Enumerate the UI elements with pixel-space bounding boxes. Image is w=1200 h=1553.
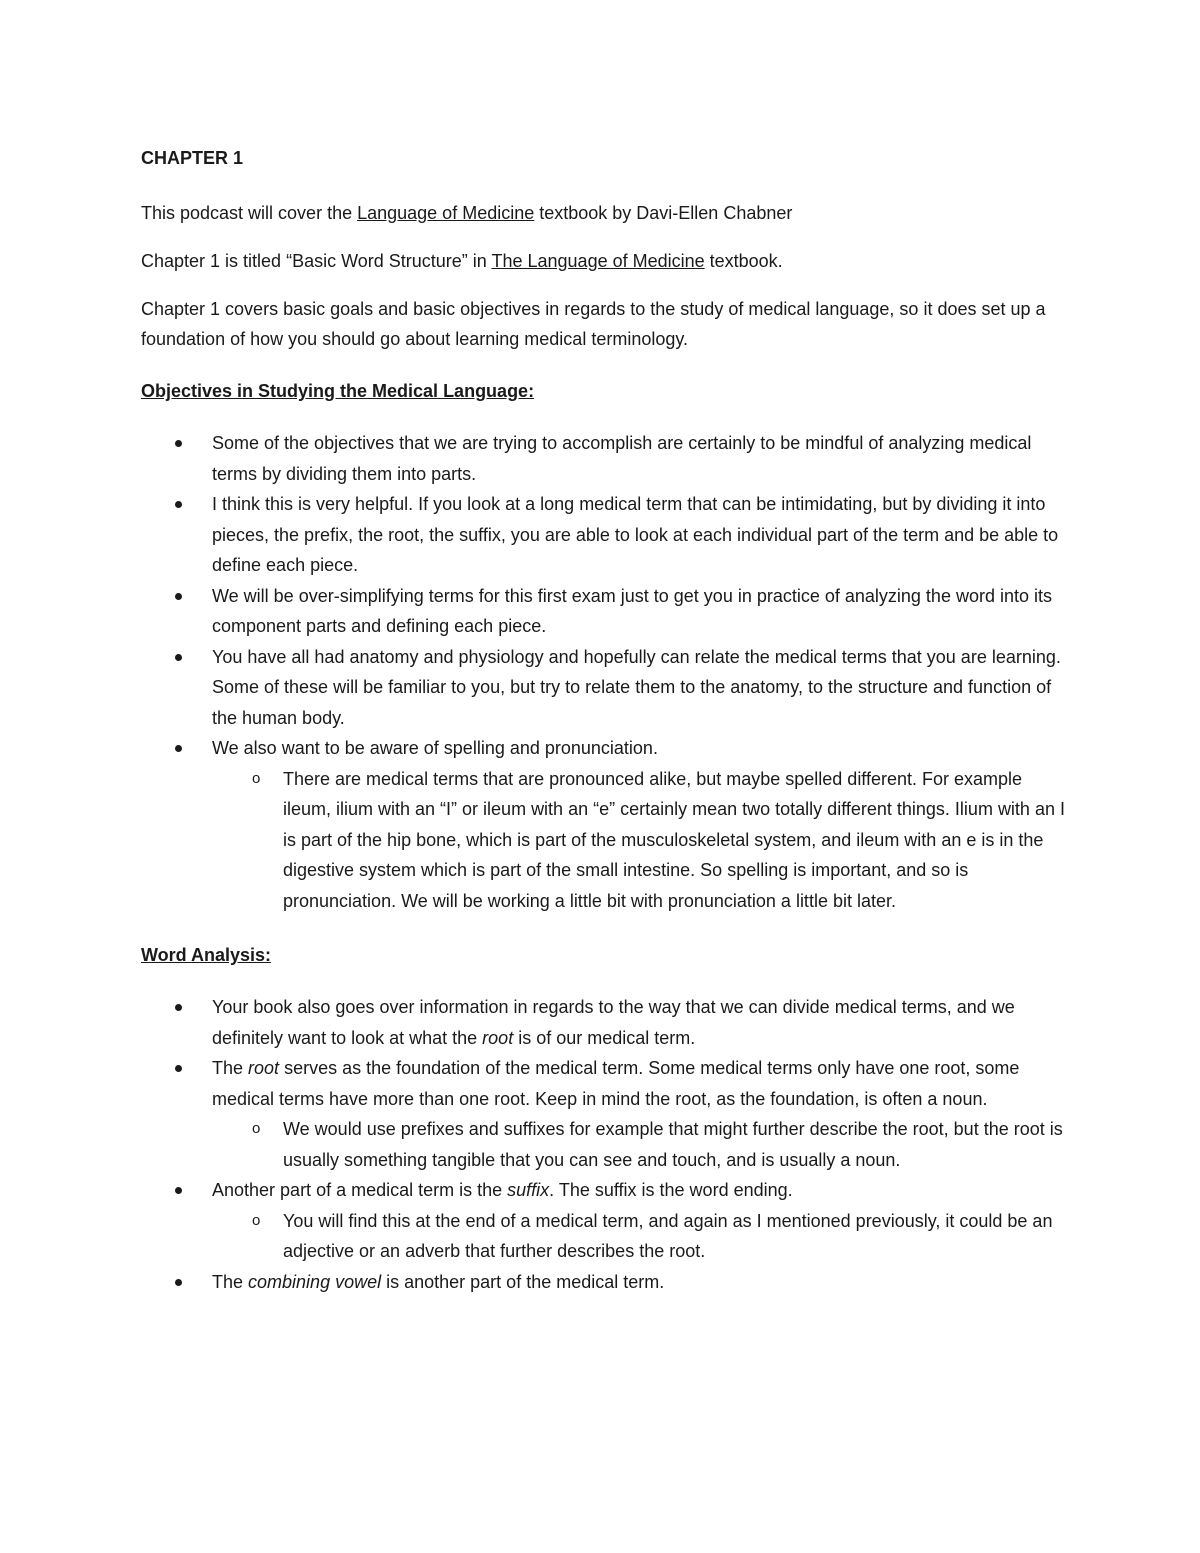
intro-p1-before: This podcast will cover the <box>141 203 358 223</box>
list-item-text-after: is another part of the medical term. <box>381 1271 665 1292</box>
bullet-icon <box>175 745 182 752</box>
list-item-text-after: . The suffix is the word ending. <box>549 1180 793 1200</box>
document-page <box>141 143 1071 1317</box>
list-item <box>141 1175 1071 1267</box>
sub-list-item-text: You will find this at the end of a medical term, and again as I mentioned previously, it could be an adjective or an adverb that further describes the root. <box>283 1210 1053 1261</box>
objectives-list <box>141 428 1071 916</box>
list-item-text: I think this is very helpful. If you look at a long medical term that can be intimidating, but by dividing it into pieces, the prefix, the root, the suffix, you are able to look at each individual part of the term and be able to define each piece. <box>212 494 1059 575</box>
list-item-text: We will be over-simplifying terms for this first exam just to get you in practice of analyzing the word into its component parts and defining each piece. <box>212 585 1052 636</box>
list-item-text-after: is of our medical term. <box>513 1027 696 1048</box>
list-item-text-before: Another part of a medical term is the <box>212 1180 508 1200</box>
list-item <box>141 428 1071 489</box>
intro-p1-after: textbook by Davi-Ellen Chabner <box>534 203 793 223</box>
chapter-heading: CHAPTER 1 <box>141 148 244 168</box>
sub-bullet-icon: o <box>252 1211 261 1229</box>
intro-p1-book-title: Language of Medicine <box>357 203 535 223</box>
emphasis-term: root <box>248 1058 280 1078</box>
bullet-icon <box>175 1065 182 1072</box>
sub-list <box>212 1114 1071 1175</box>
objectives-section-title: Objectives in Studying the Medical Language: <box>141 381 535 401</box>
sub-bullet-icon: o <box>252 1120 261 1137</box>
sub-list <box>212 764 1071 917</box>
list-item-text: Some of the objectives that we are trying to accomplish are certainly to be mindful of analyzing medical terms by dividing them into parts. <box>212 433 1032 484</box>
intro-p2-book-title: The Language of Medicine <box>491 251 705 271</box>
sub-list <box>212 1206 1071 1267</box>
list-item-text-after: serves as the foundation of the medical term. Some medical terms only have one root, some medical terms have more than one root. Keep in mind the root, as the foundation, is often a noun. <box>212 1058 1020 1109</box>
intro-paragraph-1 <box>141 198 1071 228</box>
list-item-text-before: Your book also goes over information in regards to the way that we can divide medical terms, and we definitely want to look at what the <box>212 997 1015 1048</box>
list-item <box>141 992 1071 1053</box>
list-item <box>141 1267 1071 1298</box>
list-item-text: You have all had anatomy and physiology and hopefully can relate the medical terms that you are learning. Some of these will be familiar to you, but try to relate them to the anatomy, to the structure and function of the human body. <box>212 646 1061 728</box>
intro-p2-before: Chapter 1 is titled “Basic Word Structure” in <box>141 251 492 271</box>
list-item-text: We also want to be aware of spelling and pronunciation. <box>212 738 658 758</box>
list-item <box>141 1053 1071 1175</box>
list-item <box>141 642 1071 734</box>
sub-list-item-text: We would use prefixes and suffixes for example that might further describe the root, but the root is usually something tangible that you can see and touch, and is usually a noun. <box>283 1119 1063 1170</box>
bullet-icon <box>175 1187 182 1194</box>
emphasis-term: suffix <box>507 1180 550 1200</box>
bullet-icon <box>175 654 182 661</box>
list-item <box>141 733 1071 916</box>
emphasis-term: root <box>482 1027 514 1048</box>
bullet-icon <box>175 1279 182 1286</box>
word-analysis-list <box>141 992 1071 1297</box>
sub-list-item <box>212 1206 1071 1267</box>
bullet-icon <box>175 1004 182 1011</box>
intro-paragraph-3: Chapter 1 covers basic goals and basic objectives in regards to the study of medical language, so it does set up a foundation of how you should go about learning medical terminology. <box>141 299 1046 349</box>
sub-bullet-icon: o <box>252 769 261 787</box>
list-item <box>141 489 1071 581</box>
sub-list-item <box>212 1114 1071 1175</box>
bullet-icon <box>175 593 182 600</box>
sub-list-item-text: There are medical terms that are pronounced alike, but maybe spelled different. For example ileum, ilium with an “I” or ileum with an “e” certainly mean two totally different things. Ilium with an I is part of the hip bone, which is part of the musculoskeletal system, and ileum with an e is in the digestive system which is part of the small intestine. So spelling is important, and so is pronunciation. We will be working a little bit with pronunciation a little bit later. <box>283 768 1065 911</box>
word-analysis-section-title: Word Analysis: <box>141 945 272 965</box>
list-item-text-before: The <box>212 1271 249 1292</box>
list-item <box>141 581 1071 642</box>
intro-p2-after: textbook. <box>704 251 783 271</box>
intro-paragraph-2 <box>141 246 1071 276</box>
sub-list-item <box>212 764 1071 917</box>
list-item-text-before: The <box>212 1058 249 1078</box>
bullet-icon <box>175 440 182 447</box>
emphasis-term: combining vowel <box>248 1271 382 1292</box>
bullet-icon <box>175 501 182 508</box>
